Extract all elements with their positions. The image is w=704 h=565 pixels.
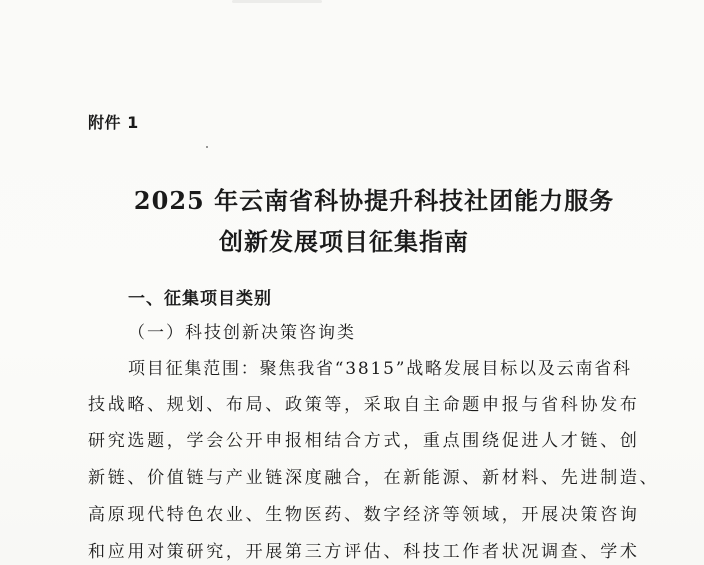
paragraph-line: 项目征集范围：聚焦我省“3815”战略发展目标以及云南省科	[128, 359, 632, 379]
document-title-line-1: 2025 年云南省科协提升科技社团能力服务	[133, 186, 615, 215]
paragraph-line: 技战略、规划、布局、政策等，采取自主命题申报与省科协发布	[88, 395, 640, 415]
attachment-label: 附件 1	[88, 113, 139, 132]
paragraph-line: 新链、价值链与产业链深度融合，在新能源、新材料、先进制造、	[88, 468, 660, 488]
document-title-line-2: 创新发展项目征集指南	[219, 227, 469, 256]
scan-artifact	[232, 0, 322, 3]
scan-speck	[206, 146, 208, 148]
paragraph-line: 高原现代特色农业、生物医药、数字经济等领域，开展决策咨询	[88, 505, 640, 525]
section-heading: 一、征集项目类别	[128, 289, 272, 309]
section-subheading: （一）科技创新决策咨询类	[128, 323, 356, 343]
paragraph-line: 和应用对策研究，开展第三方评估、科技工作者状况调查、学术	[88, 542, 640, 562]
paragraph-line: 研究选题，学会公开申报相结合方式，重点围绕促进人才链、创	[88, 431, 640, 451]
